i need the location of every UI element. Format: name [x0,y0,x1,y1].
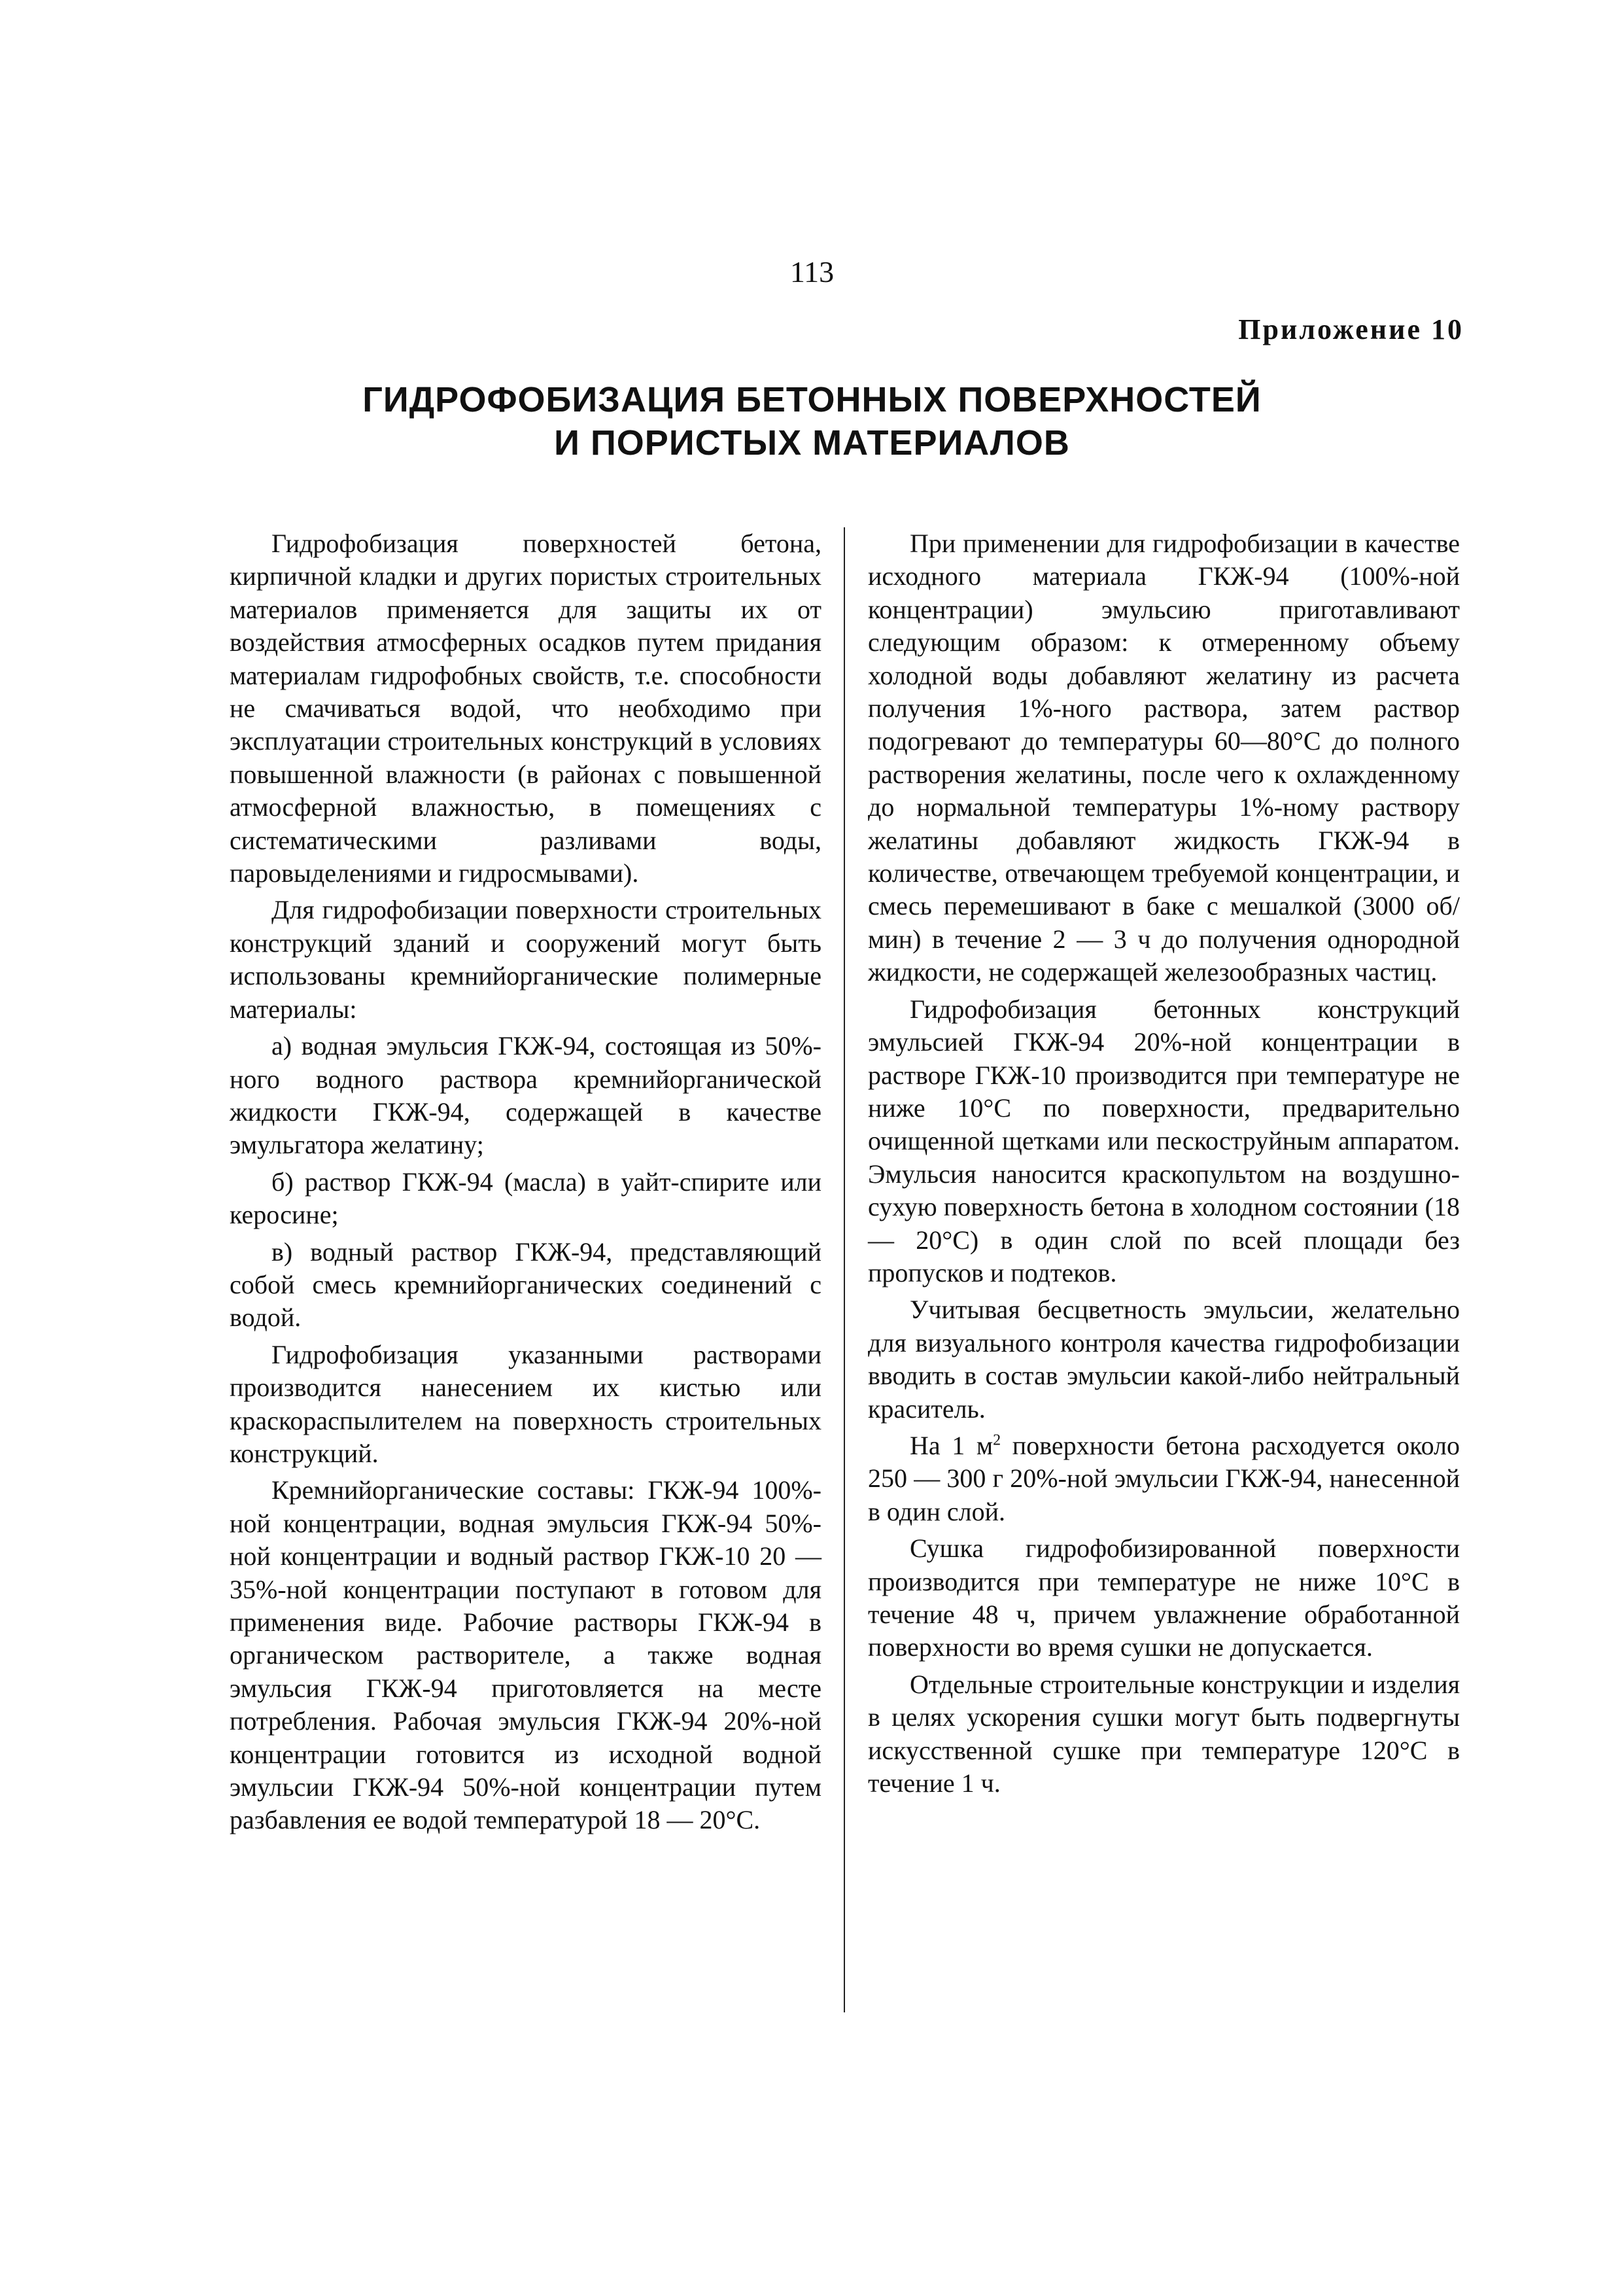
superscript: 2 [993,1431,1001,1449]
paragraph: Учитывая бесцветность эмульсии, желательно для визуального контроля качества гидрофобизации вводить в состав эмульсии какой-либо нейтральный краситель. [868,1295,1460,1424]
title-line-1: ГИДРОФОБИЗАЦИЯ БЕТОННЫХ ПОВЕРХНОСТЕЙ [362,380,1262,419]
title-line-2: И ПОРИСТЫХ МАТЕРИАЛОВ [554,423,1070,463]
text-fragment: На 1 м [910,1430,993,1460]
paragraph: Кремнийорганические составы: ГКЖ-94 100%-ной концентрации, водная эмульсия ГКЖ-94 50%-ной концентрации и водный раствор ГКЖ-10 20 — 35%-ной концентрации поступают в готовом для применения виде. Рабочие растворы ГКЖ-94 в органическом растворителе, а также водная эмульсия ГКЖ-94 приготовляется на месте потребления. Рабочая эмульсия ГКЖ-94 20%-ной концентрации готовится из исходной водной эмульсии ГКЖ-94 50%-ной концентрации путем разбавления ее водой температурой 18 — 20°С. [230,1475,821,1835]
column-divider [844,527,845,2012]
list-item-c: в) водный раствор ГКЖ-94, представляющий собой смесь кремнийорганических соединений с водой. [230,1236,821,1333]
left-column [230,527,821,1841]
list-item-b: б) раствор ГКЖ-94 (масла) в уайт-спирите или керосине; [230,1166,821,1230]
paragraph: При применении для гидрофобизации в качестве исходного материала ГКЖ-94 (100%-ной концентрации) эмульсию приготавливают следующим образом: к отмеренному объему холодной воды добавляют желатину из расчета получения 1%-ного раствора, затем раствор подогревают до температуры 60—80°С до полного растворения желатины, после чего к охлажденному до нормальной температуры 1%-ному раствору желатины добавляют жидкость ГКЖ-94 в количестве, отвечающем требуемой концентрации, и смесь перемешивают в баке с мешалкой (3000 об/мин) в течение 2 — 3 ч до получения однородной жидкости, не содержащей железообразных частиц. [868,529,1460,987]
paragraph: Гидрофобизация поверхностей бетона, кирпичной кладки и других пористых строительных материалов применяется для защиты их от воздействия атмосферных осадков путем придания материалам гидрофобных свойств, т.е. способности не смачиваться водой, что необходимо при эксплуатации строительных конструкций в условиях повышенной влажности (в районах с повышенной атмосферной влажностью, в помещениях с систематическими разливами воды, паровыделениями и гидросмывами). [230,529,821,888]
right-column [868,527,1460,1804]
paragraph: Сушка гидрофобизированной поверхности производится при температуре не ниже 10°С в течение 48 ч, причем увлажнение обработанной поверхности во время сушки не допускается. [868,1533,1460,1662]
paragraph: Отдельные строительные конструкции и изделия в целях ускорения сушки могут быть подвергнуты искусственной сушке при температуре 120°С в течение 1 ч. [868,1669,1460,1798]
text-fragment: поверхности бетона расходуется около 250 — 300 г 20%-ной эмульсии ГКЖ-94, нанесенной в один слой. [868,1430,1460,1526]
list-item-a: а) водная эмульсия ГКЖ-94, состоящая из 50%-ного водного раствора кремнийорганической жидкости ГКЖ-94, содержащей в качестве эмульгатора желатину; [230,1031,821,1160]
document-title [0,378,1624,464]
appendix-label: Приложение 10 [1238,313,1464,345]
page-number: 113 [789,255,835,289]
paragraph: Для гидрофобизации поверхности строительных конструкций зданий и сооружений могут быть использованы кремнийорганические полимерные материалы: [230,895,821,1024]
paragraph: Гидрофобизация бетонных конструкций эмульсией ГКЖ-94 20%-ной концентрации в растворе ГКЖ-10 производится при температуре не ниже 10°С по поверхности, предварительно очищенной щетками или пескоструйным аппаратом. Эмульсия наносится краскопультом на воздушно-сухую поверхность бетона в холодном состоянии (18 — 20°С) в один слой по всей площади без пропусков и подтеков. [868,994,1460,1288]
paragraph: Гидрофобизация указанными растворами производится нанесением их кистью или краскораспылителем на поверхность строительных конструкций. [230,1339,821,1468]
paragraph [868,1429,1460,1528]
